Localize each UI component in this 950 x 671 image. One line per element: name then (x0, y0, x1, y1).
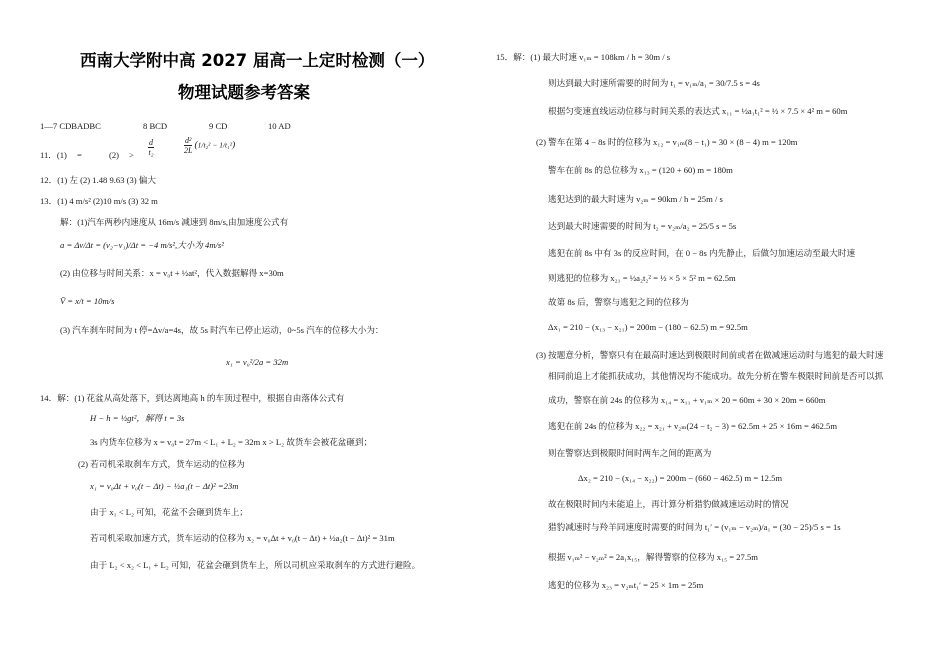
q13-solution-2: a = Δv/Δt = (v₂−v₁)/Δt = −4 m/s²,大小为 4m/s² (60, 240, 224, 250)
q15-line-14: 成功，警察在前 24s 的位移为 x₁₄ = x₁₁ + v₁ₘ × 20 = 60m + 30 × 20m = 660m (548, 395, 826, 405)
q15-line-19: 猎豹减速时与羚羊同速度时需要的时间为 t₁′ = (v₁ₘ − v₂ₘ)/a₁ = (30 − 25)/5 s = 1s (548, 522, 841, 532)
q13-solution-3: (2) 由位移与时间关系：x = v₀t + ½at²，代入数据解得 x=30m (60, 268, 284, 278)
q14-line-2: H − h = ½gt²，解得 t = 3s (90, 413, 185, 423)
q15-line-9: 则逃犯的位移为 x₂₁ = ½a₂t₂² = ½ × 5 × 5² m = 62.5m (548, 273, 736, 283)
q13-solution-5: (3) 汽车刹车时间为 t 停=Δv/a=4s，故 5s 时汽车已停止运动，0~5s 汽车的位移大小为： (60, 325, 384, 335)
q11-f2-den: 2L (184, 146, 193, 155)
q15-line-12: (3) 按题意分析，警察只有在最高时速达到极限时间前或者在做减速运动时与逃犯的最大时速 (536, 350, 884, 360)
q13-answers: 13．(1) 4 m/s² (2)10 m/s (3) 32 m (40, 196, 158, 206)
q15-line-13: 相同前追上才能抓获成功，其他情况均不能成功。故先分析在警车极限时间前是否可以抓 (548, 371, 884, 381)
choice-answer-8: 8 BCD (143, 121, 168, 131)
q15-line-18: 故在极限时间内未能追上，再计算分析猎豹做减速运动时的情况 (548, 499, 789, 509)
q15-line-17: Δx₂ = 210 − (x₁₄ − x₂₂) = 200m − (660 − 462.5) m = 12.5m (578, 473, 783, 483)
q13-solution-4: V̄ = x/t = 10m/s (60, 296, 115, 306)
q14-line-4: (2) 若司机采取刹车方式，货车运动的位移为 (78, 459, 245, 469)
q15-line-8: 逃犯在前 8s 中有 3s 的反应时间，在 0 − 8s 内先静止，后做匀加速运动至最大时速 (548, 248, 856, 258)
choice-answer-10: 10 AD (268, 121, 291, 131)
choice-answers-1-7: 1—7 CDBADBC (40, 121, 101, 131)
q11-f2-bracket: 1/t₂² − 1/t₁² (197, 140, 232, 150)
q14-line-6: 由于 x₁ < L₂ 可知，花盆不会砸到货车上； (90, 507, 248, 517)
q15-line-3: 根据匀变速直线运动位移与时间关系的表达式 x₁₁ = ½a₁t₁² = ½ × 7.5 × 4² m = 60m (548, 106, 848, 116)
q11-formula-1 (146, 138, 156, 157)
q11-f1-den: t₂ (148, 148, 154, 157)
q14-intro: 14．解：(1) 花盆从高处落下，到达离地高 h 的车顶过程中，根据自由落体公式有 (40, 393, 345, 403)
page-subtitle: 物理试题参考答案 (178, 83, 310, 102)
q15-line-5: 警车在前 8s 的总位移为 x₁₃ = (120 + 60) m = 180m (548, 165, 733, 175)
q15-line-11: Δx₁ = 210 − (x₁₃ − x₂₁) = 200m − (180 − 62.5) m = 92.5m (548, 322, 748, 332)
q11-answer-1: = (77, 150, 82, 160)
q11-part2-label: (2) (109, 150, 120, 160)
q15-line-10: 故第 8s 后，警察与逃犯之间的位移为 (548, 297, 689, 307)
q14-line-5: x₁ = v₀Δt + v₀(t − Δt) − ½a₁(t − Δt)² =23m (90, 481, 239, 491)
q15-line-4: (2) 警车在第 4 − 8s 时的位移为 x₁₂ = v₁ₘ(8 − t₁) = 30 × (8 − 4) m = 120m (536, 137, 798, 147)
q11-f2-num: d² (185, 136, 192, 145)
q11-label: 11．(1) (40, 150, 67, 160)
q13-solution-6: x₁ = v₀²/2a = 32m (226, 357, 289, 367)
q15-line-7: 达到最大时速需要的时间为 t₂ = v₂ₘ/a₂ = 25/5 s = 5s (548, 221, 737, 231)
q11-answer-2: > (129, 150, 134, 160)
q11-f1-num: d (149, 138, 153, 147)
q14-line-3: 3s 内货车位移为 x = v₀t = 27m < L₁ + L₂ = 32m x > L₂ 故货车会被花盆砸到； (90, 437, 373, 447)
q11-formula-2: $\frac{\text{d²}}{2L}$ (1/t₂² − 1/t₁²) (184, 136, 236, 155)
q15-line-21: 逃犯的位移为 x₂₃ = v₂ₘt₁′ = 25 × 1m = 25m (548, 580, 704, 590)
q15-line-6: 逃犯达到的最大时速为 v₂ₘ = 90km / h = 25m / s (548, 194, 723, 204)
q12-answers: 12．(1) 左 (2) 1.48 9.63 (3) 偏大 (40, 175, 156, 185)
q14-line-8: 由于 L₂ < x₂ < L₁ + L₂ 可知，花盆会砸到货车上，所以司机应采取刹车的方式进行避险。 (90, 560, 421, 570)
q15-line-16: 则在警察达到极限时间时两车之间的距离为 (548, 448, 712, 458)
q14-line-7: 若司机采取加速方式，货车运动的位移为 x₂ = v₀Δt + v₀(t − Δt) + ½a₂(t − Δt)² = 31m (90, 533, 395, 543)
q15-line-1: 15．解：(1) 最大时速 v₁ₘ = 108km / h = 30m / s (496, 52, 671, 62)
q15-line-15: 逃犯在前 24s 的位移为 x₂₂ = x₂₁ + v₂ₘ(24 − t₂ − 3) = 62.5m + 25 × 16m = 462.5m (548, 421, 838, 431)
choice-answer-9: 9 CD (209, 121, 228, 131)
q15-line-2: 则达到最大时速所需要的时间为 t₁ = v₁ₘ/a₁ = 30/7.5 s = 4s (548, 78, 760, 88)
q13-solution-1: 解：(1)汽车两秒内速度从 16m/s 减速到 8m/s,由加速度公式有 (60, 217, 289, 227)
q15-line-20: 根据 v₁ₘ² − v₂ₘ² = 2a₁x₁₅，解得警察的位移为 x₁₅ = 27.5m (548, 552, 758, 562)
page-title: 西南大学附中高 2027 届高一上定时检测（一） (80, 51, 435, 70)
